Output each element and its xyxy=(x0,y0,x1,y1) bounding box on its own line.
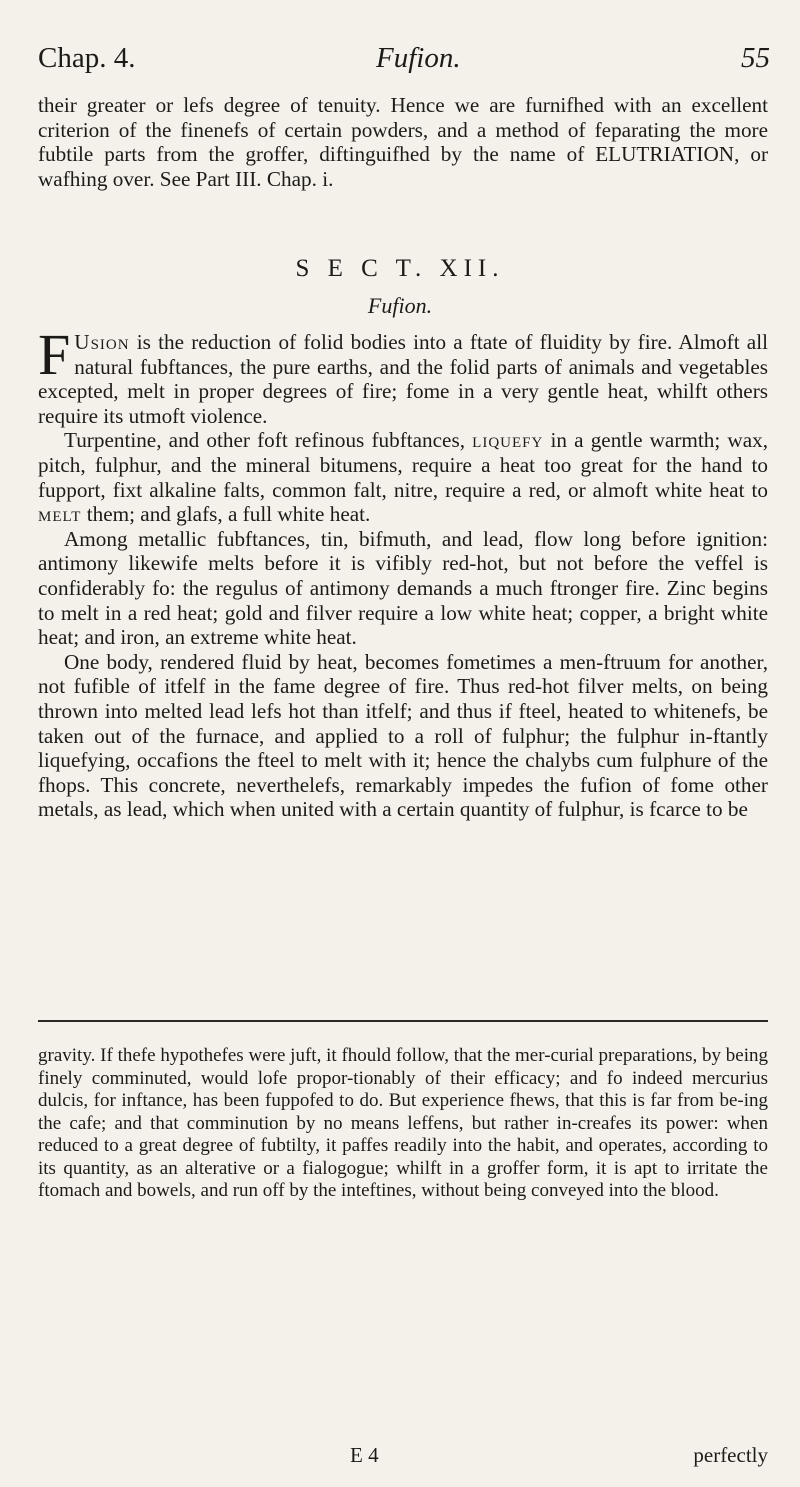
paragraph-liquefy: Turpentine, and other foft refinous fubftances, liquefy in a gentle warmth; wax, pitch, fulphur, and the mineral bitumens, require a heat too great for the hand to fupport, fixt alkaline falts, common falt, nitre, require a red, or almoft white heat to melt them; and glafs, a full white heat. xyxy=(38,428,768,527)
page-number: 55 xyxy=(741,42,770,74)
running-header xyxy=(38,42,770,82)
paragraph-metals: Among metallic fubftances, tin, bifmuth, and lead, flow long before ignition: antimony likewife melts before it is vifibly red-hot, but not before the veffel is confiderably fo: the regulus of antimony demands a much ftronger fire. Zinc begins to melt in a red heat; gold and filver require a low white heat; copper, a bright white heat; and iron, an extreme white heat. xyxy=(38,526,768,650)
chapter-label: Chap. 4. xyxy=(38,42,136,74)
footnote: gravity. If thefe hypothefes were juft, it fhould follow, that the mer-curial preparations, by being finely comminuted, would lofe propor-tionably of their efficacy; and fo indeed mercurius dulcis, for inftance, has been fuppofed to do. But experience fhews, that this is far from be-ing the cafe; and that comminution by no means leffens, but rather in-creafes its power: when reduced to a great degree of fubtilty, it paffes readily into the habit, and operates, according to its quantity, as an alterative or a fialogogue; whilft in a groffer form, it is apt to irritate the ftomach and bowels, and run off by the inteftines, without being conveyed into the blood. xyxy=(38,1045,768,1201)
continuation-paragraph: their greater or lefs degree of tenuity. Hence we are furnifhed with an excellent criterion of the finenefs of certain powders, and a method of feparating the more fubtile parts from the groffer, diftinguifhed by the name of ELUTRIATION, or wafhing over. See Part III. Chap. i. xyxy=(38,93,768,191)
footnote-divider xyxy=(38,1020,768,1022)
signature-mark: E 4 xyxy=(350,1443,379,1467)
catchword: perfectly xyxy=(693,1443,768,1467)
section-subtitle: Fufion. xyxy=(367,293,433,318)
drop-cap: F xyxy=(38,322,71,387)
page-footer xyxy=(38,1443,768,1473)
term-melt: melt xyxy=(38,502,82,527)
section-body xyxy=(38,322,768,822)
section-heading: S E C T. XII. xyxy=(295,255,505,282)
smallcaps-word: Usion xyxy=(74,330,130,354)
running-title: Fufion. xyxy=(376,42,461,74)
paragraph-fusion-definition: F Usion is the reduction of folid bodies into a ftate of fluidity by fire. Almoft all natural fubftances, the pure earths, and the folid parts of animals and vegetables excepted, melt in proper degrees of fire; fome in a very gentle heat, whilft others require its utmoft violence. xyxy=(38,322,768,428)
term-liquefy: liquefy xyxy=(472,428,544,453)
paragraph-menstruum: One body, rendered fluid by heat, becomes fometimes a men-ftruum for another, not fufible of itfelf in the fame degree of fire. Thus red-hot filver melts, on being thrown into melted lead lefs hot than itfelf; and thus if fteel, heated to whitenefs, be taken out of the furnace, and applied to a roll of fulphur; the fulphur in-ftantly liquefying, occafions the fteel to melt with it; hence the chalybs cum fulphure of the fhops. This concrete, neverthelefs, remarkably impedes the fufion of fome other metals, as lead, which when united with a certain quantity of fulphur, is fcarce to be xyxy=(38,649,768,822)
